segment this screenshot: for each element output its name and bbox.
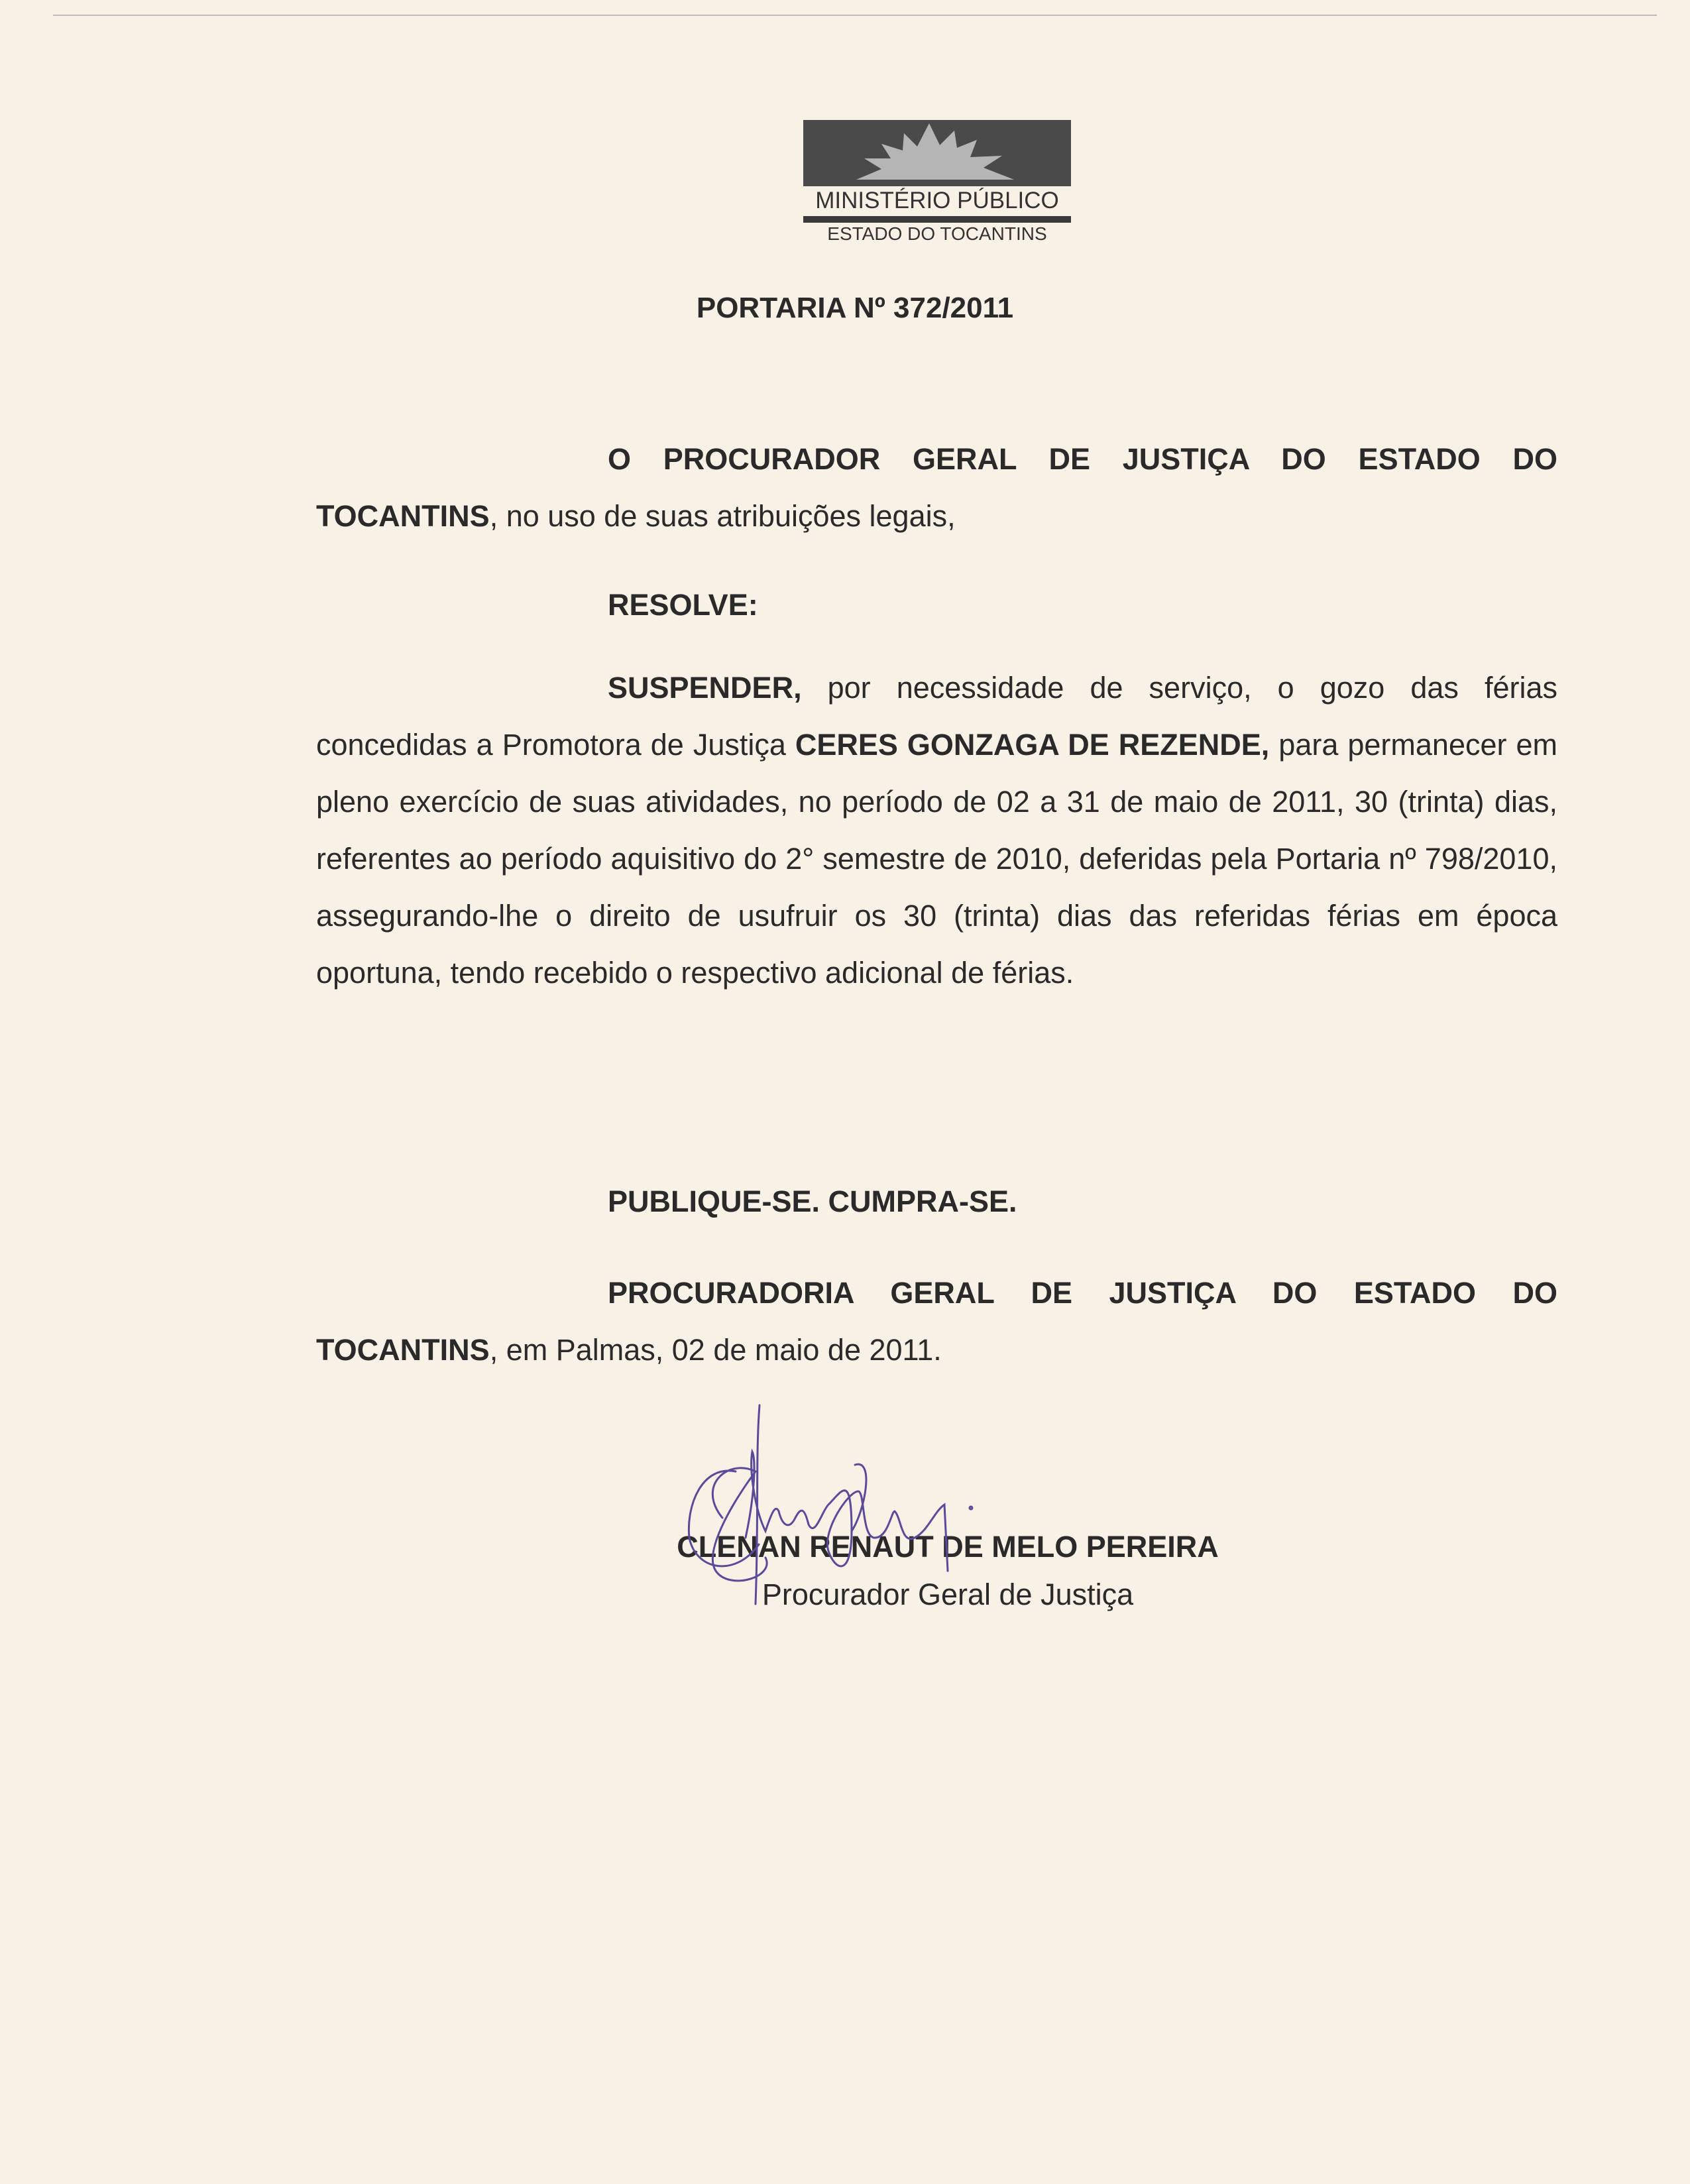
logo-divider <box>803 216 1071 223</box>
action-verb: SUSPENDER, <box>608 671 802 705</box>
resolve-heading: RESOLVE: <box>608 588 758 622</box>
closing-authority: PROCURADORIA GERAL DE JUSTIÇA DO ESTADO DO TOCANTINS <box>316 1276 1557 1367</box>
intro-text: , no uso de suas atribuições legais, <box>489 499 956 533</box>
closing-paragraph <box>316 1265 1557 1379</box>
closing-date: , em Palmas, 02 de maio de 2011. <box>489 1333 942 1367</box>
body-paragraph <box>316 660 1557 1002</box>
intro-authority: O PROCURADOR GERAL DE JUSTIÇA DO ESTADO DO TOCANTINS <box>316 442 1557 533</box>
document-title: PORTARIA Nº 372/2011 <box>696 292 1014 324</box>
publique-line: PUBLIQUE-SE. CUMPRA-SE. <box>608 1184 1017 1218</box>
scan-edge-line <box>53 15 1657 16</box>
body-text-2: para permanecer em pleno exercício de suas atividades, no período de 02 a 31 de maio de 2011, 30 (trinta) dias, referentes ao período aquisitivo do 2° semestre de 2010, deferidas pela Portaria nº 798/2010, assegurando-lhe o direito de usufruir os 30 (trinta) dias das referidas férias em época oportuna, tendo recebido o respectivo adicional de férias. <box>316 728 1557 990</box>
signatory-name: CLENAN RENAUT DE MELO PEREIRA <box>677 1530 1219 1564</box>
body-text-1: por necessidade de serviço, o gozo das férias concedidas a Promotora de Justiça <box>316 671 1557 762</box>
logo-title: MINISTÉRIO PÚBLICO <box>815 188 1059 213</box>
promotora-name: CERES GONZAGA DE REZENDE, <box>795 728 1270 762</box>
handwritten-signature <box>623 1379 1272 1617</box>
logo-subtitle: ESTADO DO TOCANTINS <box>827 223 1047 244</box>
signatory-role: Procurador Geral de Justiça <box>761 1578 1134 1611</box>
intro-paragraph <box>316 431 1557 545</box>
sun-emblem-icon <box>803 120 1071 186</box>
ministerio-publico-logo <box>803 120 1071 246</box>
